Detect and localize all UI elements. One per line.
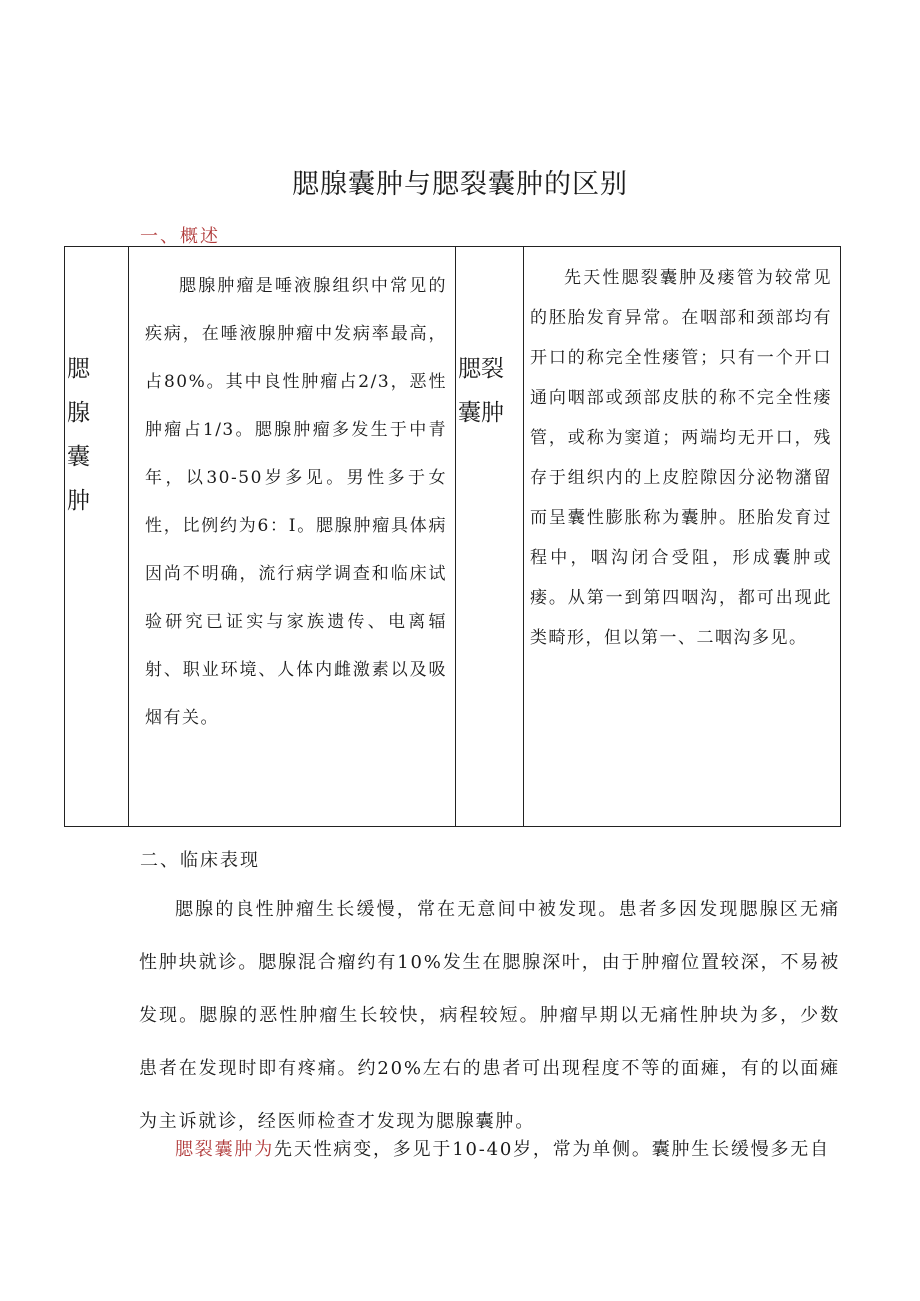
branchial-cyst-label: 腮裂囊肿	[458, 356, 504, 426]
branchial-cyst-description: 先天性腮裂囊肿及瘘管为较常见的胚胎发育异常。在咽部和颈部均有开口的称完全性瘘管；只有一个开口通向咽部或颈部皮肤的称不完全性瘘管，或称为窦道；两端均无开口，残存于组织内的上皮腔隙因分泌物潴留而呈囊性膨胀称为囊肿。胚胎发育过程中，咽沟闭合受阻，形成囊肿或瘘。从第一到第四咽沟，都可出现此类畸形，但以第一、二咽沟多见。	[530, 268, 832, 648]
paragraph-2-text: 先天性病变，多见于10-40岁，常为单侧。囊肿生长缓慢多无自	[274, 1139, 830, 1160]
clinical-paragraph-2	[139, 1123, 840, 1176]
branchial-cyst-label-cell	[456, 247, 524, 827]
parotid-cyst-label: 腮腺囊肿	[67, 356, 100, 514]
parotid-cyst-label-cell	[65, 247, 129, 827]
section-heading-clinical: 二、临床表现	[140, 850, 260, 871]
comparison-table	[64, 246, 841, 827]
section-heading-overview: 一、概述	[140, 226, 220, 247]
page-title: 腮腺囊肿与腮裂囊肿的区别	[292, 169, 628, 200]
parotid-cyst-description: 腮腺肿瘤是唾液腺组织中常见的疾病，在唾液腺肿瘤中发病率最高，占80%。其中良性肿瘤占2/3，恶性肿瘤占1/3。腮腺肿瘤多发生于中青年，以30-50岁多见。男性多于女性，比例约为6：I。腮腺肿瘤具体病因尚不明确，流行病学调查和临床试验研究已证实与家族遗传、电离辐射、职业环境、人体内雌激素以及吸烟有关。	[145, 276, 447, 728]
branchial-cyst-description-cell	[524, 247, 841, 827]
table-row	[65, 247, 841, 827]
clinical-paragraph-1: 腮腺的良性肿瘤生长缓慢，常在无意间中被发现。患者多因发现腮腺区无痛性肿块就诊。腮腺混合瘤约有10%发生在腮腺深叶，由于肿瘤位置较深，不易被发现。腮腺的恶性肿瘤生长较快，病程较短。肿瘤早期以无痛性肿块为多，少数患者在发现时即有疼痛。约20%左右的患者可出现程度不等的面瘫，有的以面瘫为主诉就诊，经医师检查才发现为腮腺囊肿。	[139, 899, 840, 1132]
parotid-cyst-description-cell	[129, 247, 456, 827]
highlight-text: 腮裂囊肿为	[175, 1139, 274, 1160]
